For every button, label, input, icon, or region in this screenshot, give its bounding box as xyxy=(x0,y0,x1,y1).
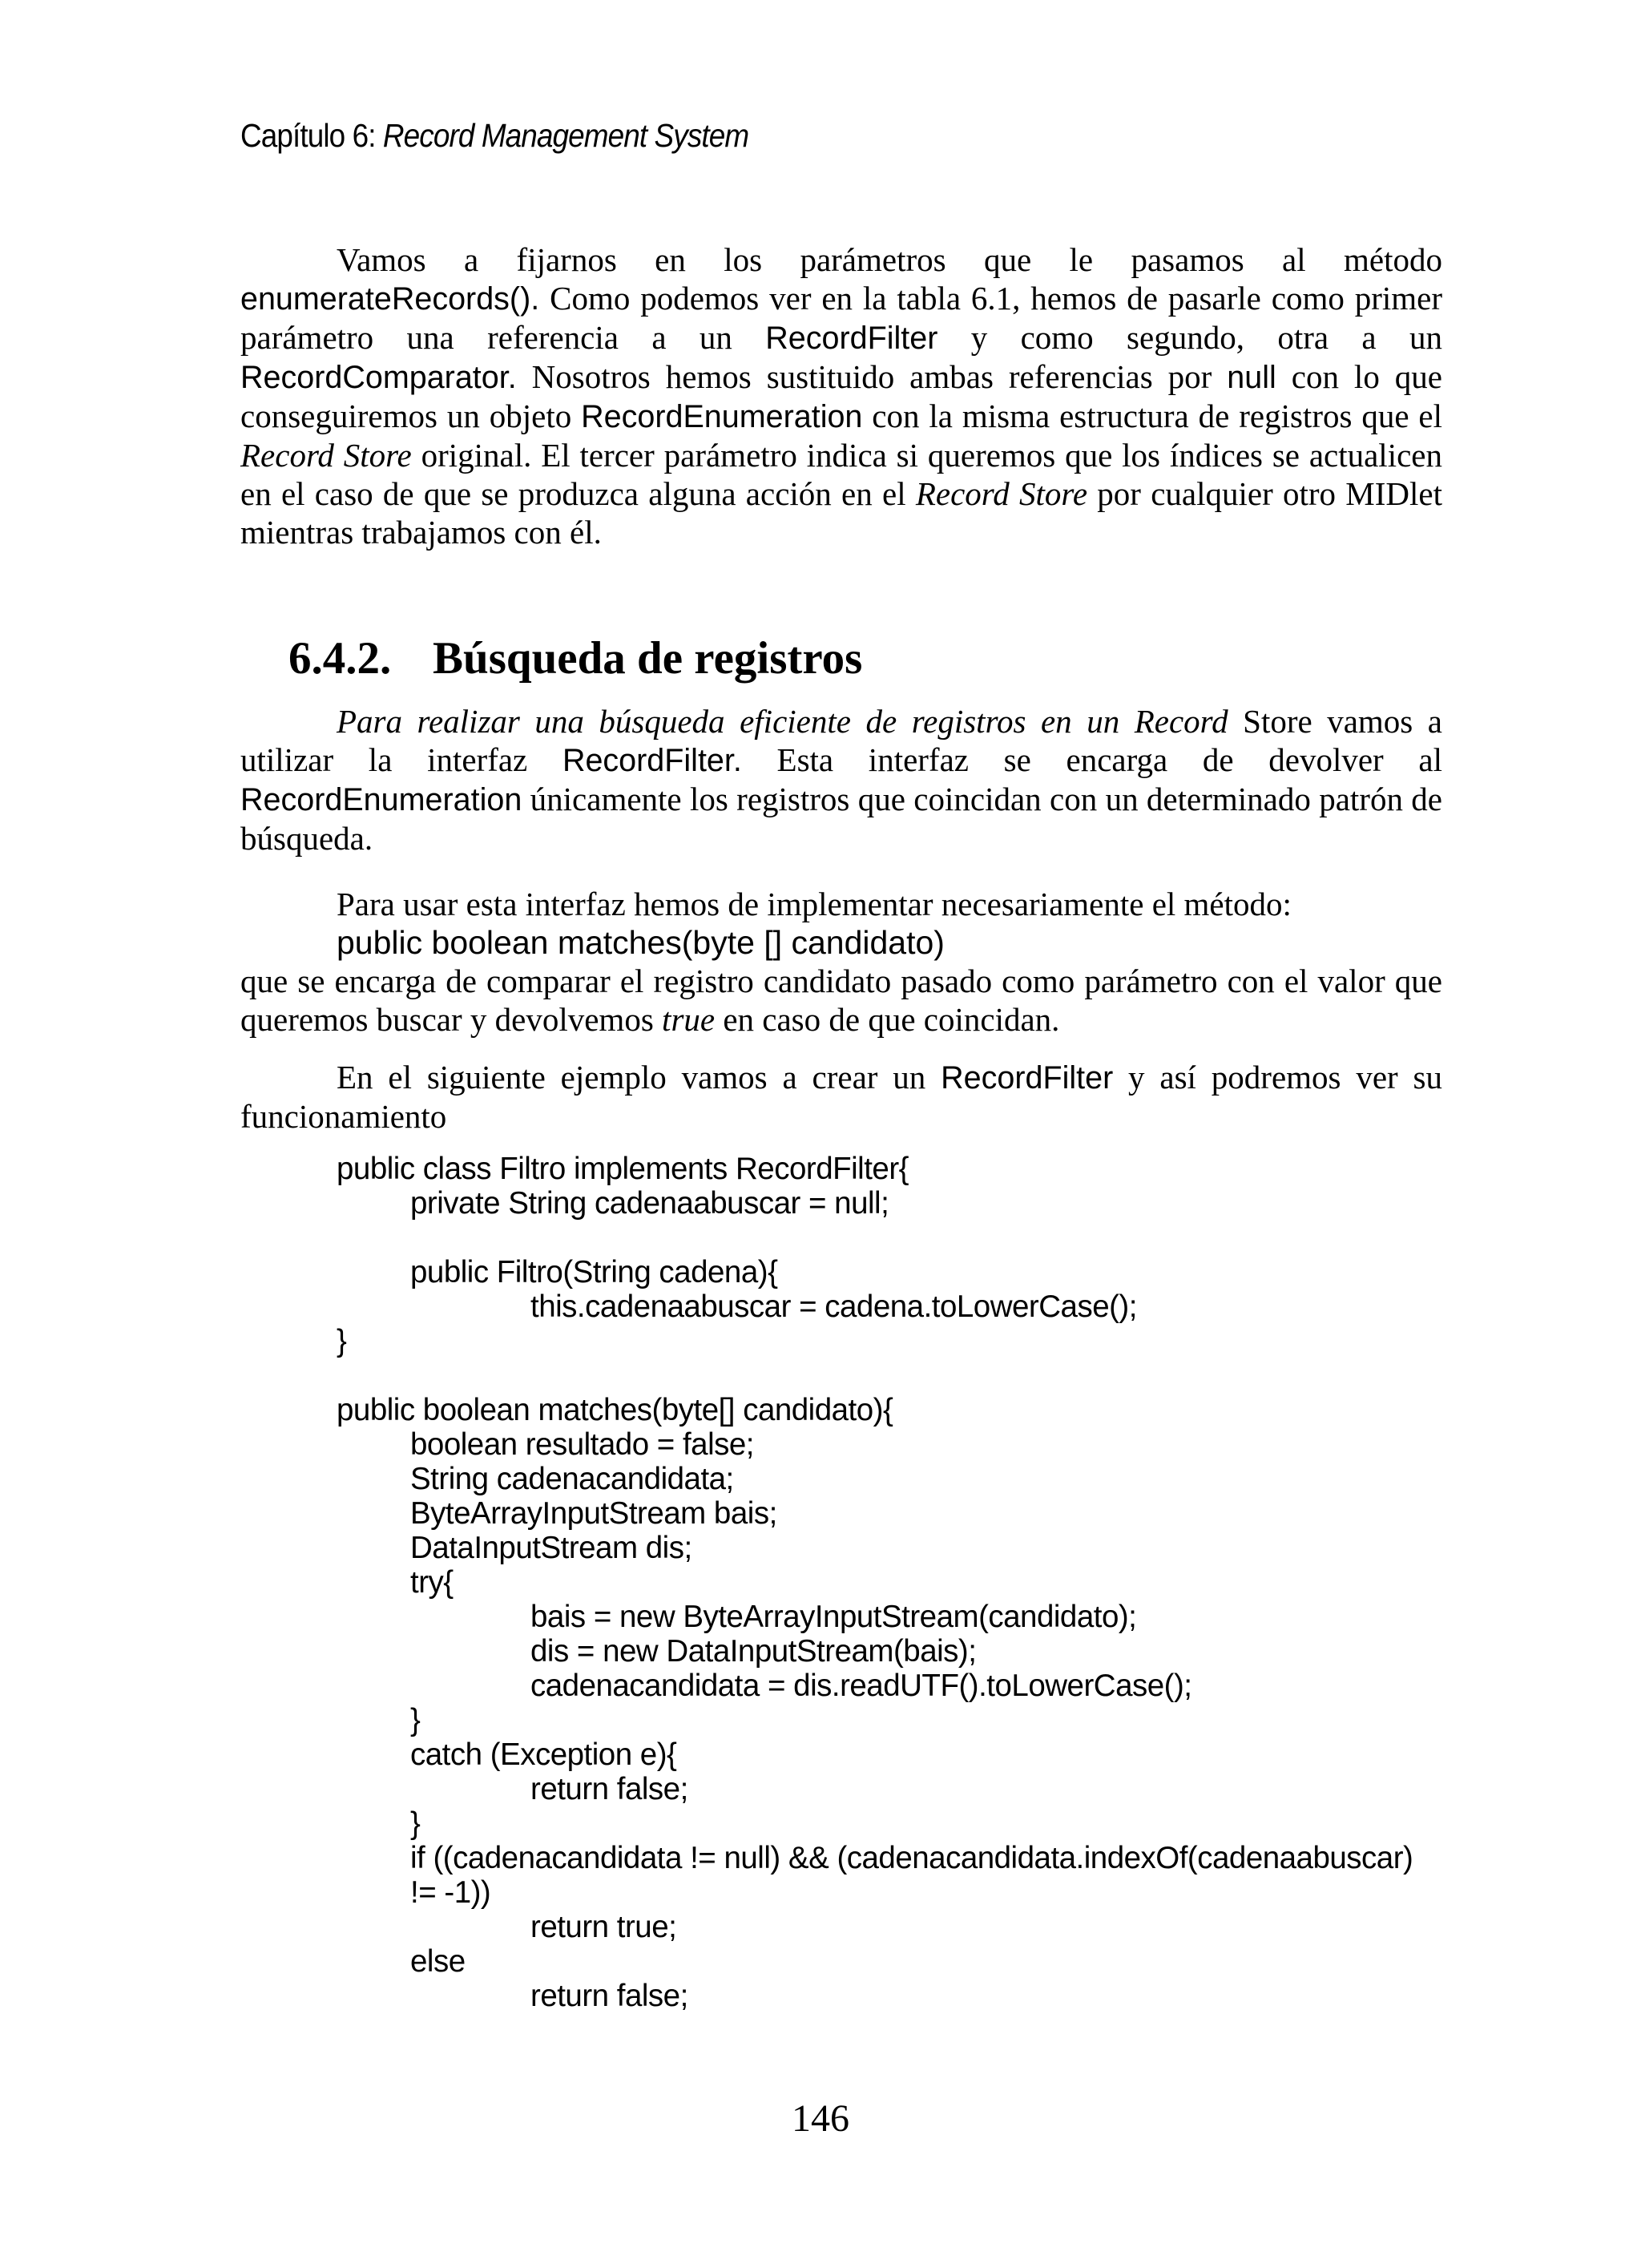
code-line: private String cadenaabuscar = null; xyxy=(410,1186,889,1221)
code-term: RecordEnumeration xyxy=(240,782,522,817)
text-run: Esta interfaz se encarga de devolver al xyxy=(741,741,1442,778)
chapter-label: Capítulo 6: xyxy=(240,117,383,154)
code-line-blank xyxy=(337,1358,1413,1393)
code-line-blank xyxy=(337,1221,1413,1255)
code-line: this.cadenaabuscar = cadena.toLowerCase(); xyxy=(530,1289,1137,1324)
code-line: String cadenacandidata; xyxy=(410,1462,734,1496)
running-header xyxy=(240,117,748,155)
text-run: Para usar esta interfaz hemos de implementar necesariamente el método: xyxy=(337,886,1292,922)
page-number: 146 xyxy=(792,2097,849,2140)
code-term: RecordFilter xyxy=(941,1060,1114,1096)
italic-term: Record Store xyxy=(915,475,1088,512)
code-line: public Filtro(String cadena){ xyxy=(410,1255,778,1289)
text-run: por cualquier otro MIDlet mientras trabajamos con él. xyxy=(240,475,1442,551)
text-run: y así podremos ver su funcionamiento xyxy=(240,1059,1442,1135)
text-run: con lo que conseguiremos un objeto xyxy=(240,358,1442,434)
text-run: que se encarga de comparar el registro candidato pasado como parámetro con el valor que queremos buscar y devolvemos xyxy=(240,962,1442,1038)
italic-term: Record Store xyxy=(240,437,412,474)
chapter-title: Record Management System xyxy=(382,117,749,154)
code-line: != -1)) xyxy=(410,1875,491,1910)
code-line: catch (Exception e){ xyxy=(410,1737,677,1772)
code-term: enumerateRecords(). xyxy=(240,281,540,317)
paragraph-implement-method xyxy=(240,885,1442,923)
method-signature: public boolean matches(byte [] candidato) xyxy=(337,924,945,961)
code-line: return false; xyxy=(530,1979,688,2013)
code-term: RecordEnumeration xyxy=(581,399,863,434)
paragraph-matches-description xyxy=(240,962,1442,1039)
code-line: ByteArrayInputStream bais; xyxy=(410,1496,777,1531)
text-run: Store vamos a utilizar la interfaz xyxy=(240,703,1442,778)
text-run: Vamos a fijarnos en los parámetros que le pasamos al método xyxy=(337,241,1442,278)
section-heading xyxy=(288,631,862,687)
code-line: dis = new DataInputStream(bais); xyxy=(530,1634,977,1669)
text-run: Como podemos ver en la tabla 6.1, hemos de pasarle como primer parámetro una referencia a un xyxy=(240,280,1442,356)
code-term: RecordFilter. xyxy=(562,743,742,778)
code-line: return true; xyxy=(530,1910,677,1944)
code-line: if ((cadenacandidata != null) && (cadenacandidata.indexOf(cadenaabuscar) xyxy=(410,1841,1413,1875)
code-line: public boolean matches(byte[] candidato){ xyxy=(337,1393,893,1427)
paragraph-record-filter-intro xyxy=(240,702,1442,858)
section-number: 6.4.2. xyxy=(288,633,392,684)
code-line: boolean resultado = false; xyxy=(410,1427,754,1462)
code-line: else xyxy=(410,1944,466,1979)
section-title: Búsqueda de registros xyxy=(433,633,863,684)
paragraph-enumerate-records xyxy=(240,240,1442,551)
code-term: RecordFilter xyxy=(765,321,938,356)
text-run: original. El tercer parámetro indica si queremos que los índices se actualicen en el caso de que se produzca alguna acción en el xyxy=(240,437,1442,512)
text-run: y como segundo, otra a un xyxy=(937,319,1442,356)
code-line: public class Filtro implements RecordFilter{ xyxy=(337,1152,909,1186)
code-term: null xyxy=(1227,360,1276,395)
paragraph-example-intro xyxy=(240,1058,1442,1136)
code-line: DataInputStream dis; xyxy=(410,1531,692,1565)
code-line: return false; xyxy=(530,1772,688,1806)
text-run: Nosotros hemos sustituido ambas referencias por xyxy=(516,358,1228,395)
code-line: } xyxy=(410,1806,421,1841)
code-line: } xyxy=(410,1703,421,1737)
text-run: en caso de que coincidan. xyxy=(715,1001,1060,1038)
code-line: cadenacandidata = dis.readUTF().toLowerCase(); xyxy=(530,1669,1192,1703)
text-run: En el siguiente ejemplo vamos a crear un xyxy=(337,1059,941,1096)
code-line: bais = new ByteArrayInputStream(candidato); xyxy=(530,1600,1137,1634)
code-listing xyxy=(337,1152,1413,2013)
code-term: RecordComparator. xyxy=(240,360,517,395)
code-line: try{ xyxy=(410,1565,454,1600)
italic-term: true xyxy=(662,1001,716,1038)
text-run: únicamente los registros que coincidan con un determinado patrón de búsqueda. xyxy=(240,781,1442,857)
code-line: } xyxy=(337,1324,347,1358)
text-run: con la misma estructura de registros que el xyxy=(862,398,1442,434)
italic-term: Para realizar una búsqueda eficiente de registros en un Record xyxy=(337,703,1228,740)
